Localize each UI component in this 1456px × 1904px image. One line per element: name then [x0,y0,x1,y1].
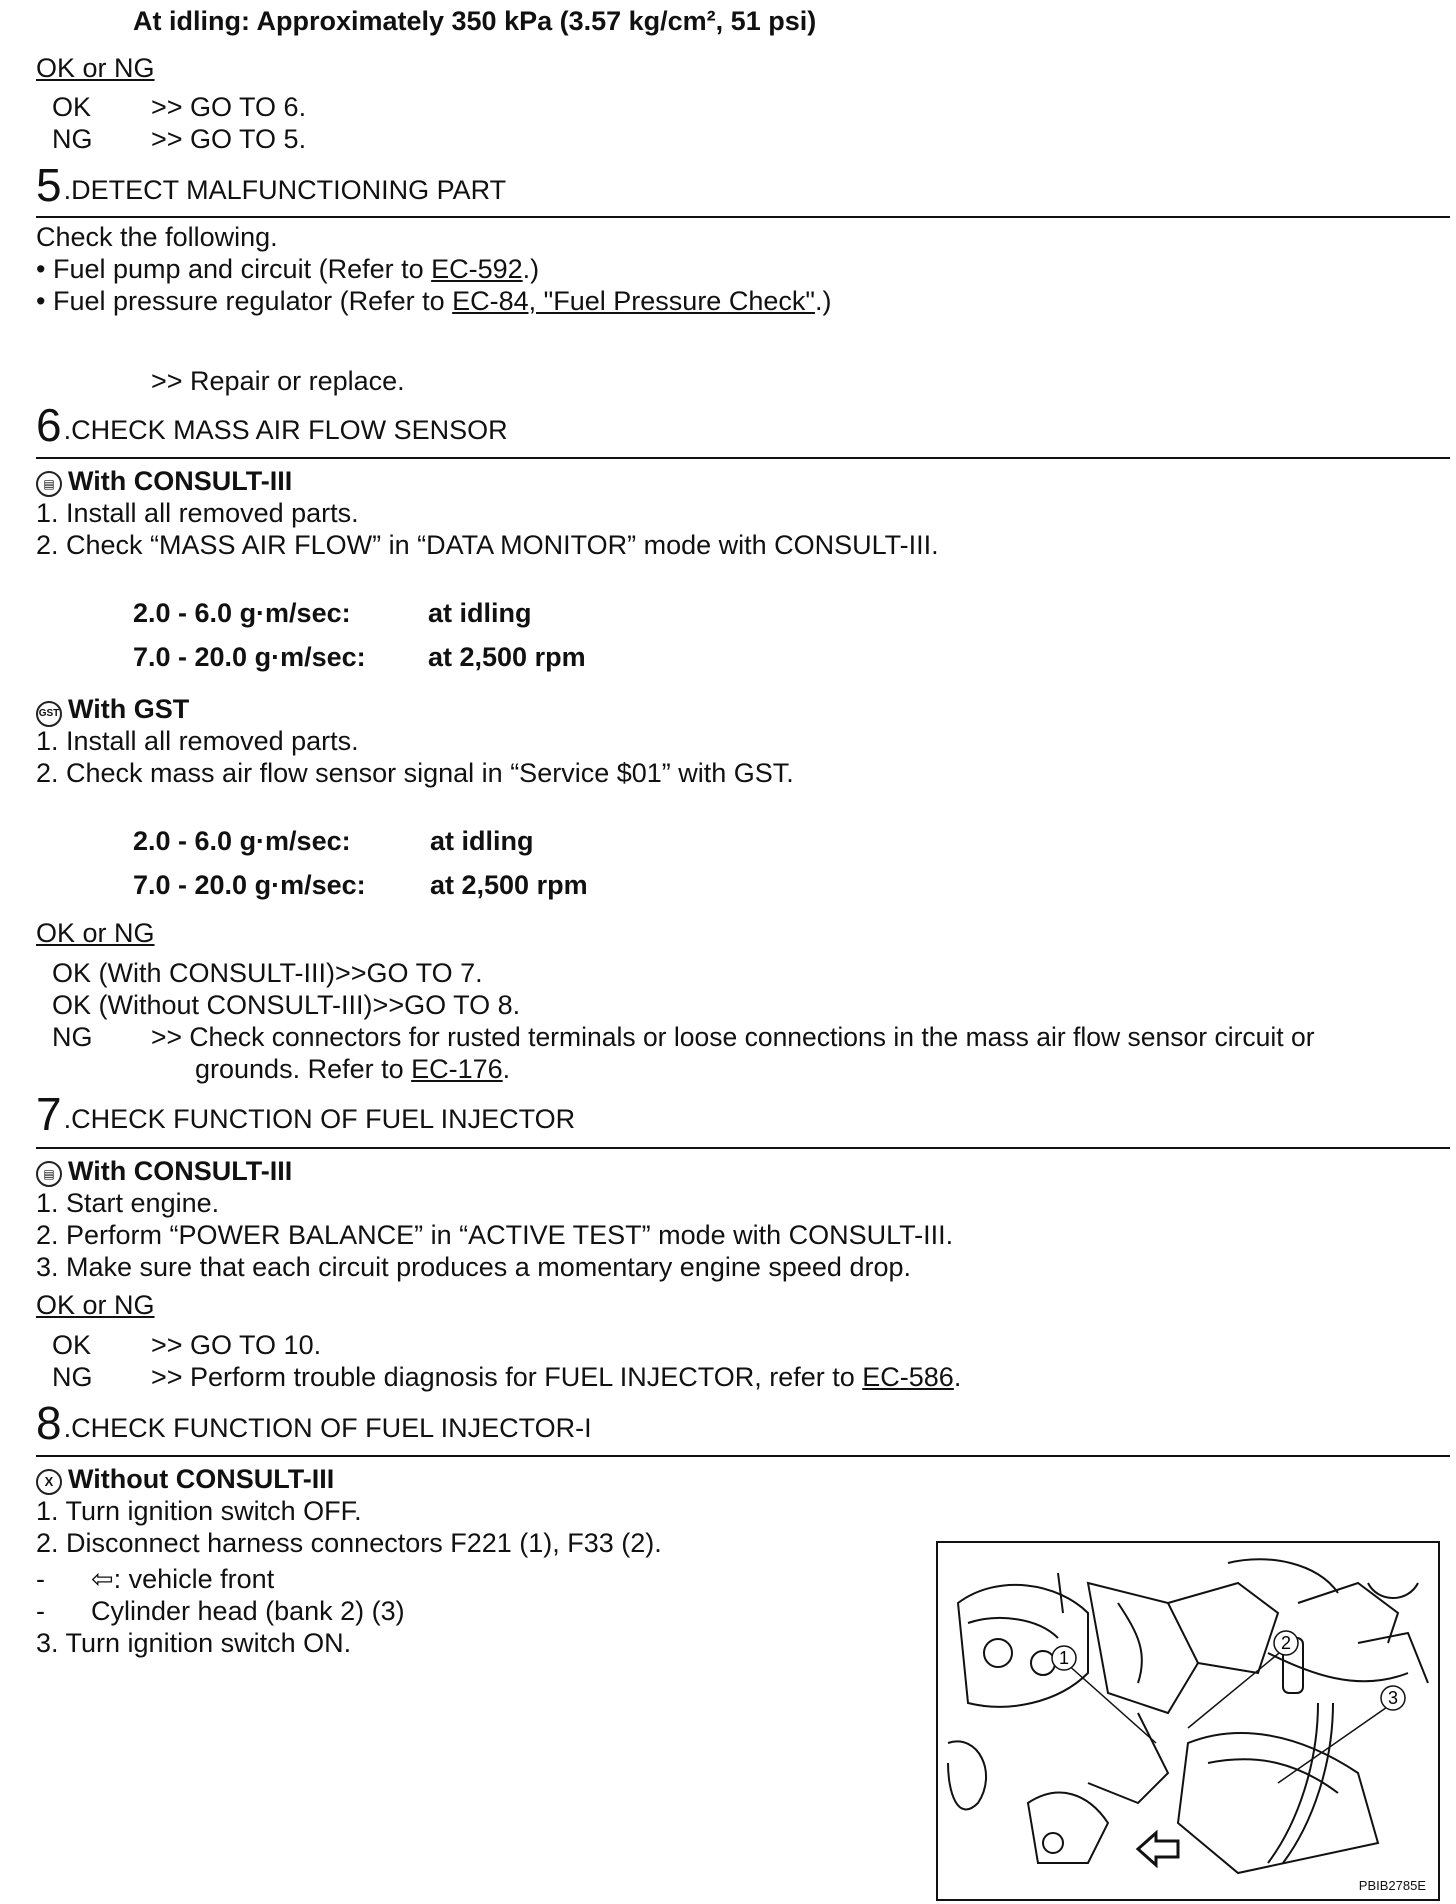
section-divider [36,1455,1450,1457]
ok-ng-heading: OK or NG [36,53,155,83]
step-number: 8 [36,1397,62,1449]
vehicle-front-arrow-icon: ⇦ [91,1564,114,1594]
step-8-step-3: 3. Turn ignition switch ON. [36,1628,352,1658]
step-7-heading [36,1088,576,1140]
step-5-bullet-2 [36,286,831,317]
without-consult-subheading [36,1464,334,1495]
gst-spec-idle-condition: at idling [430,826,534,856]
step-number: 5 [36,159,62,211]
ok-label: OK [52,92,92,122]
without-consult-icon: X [36,1469,62,1495]
section-divider [36,457,1450,459]
spec-idle-condition: at idling [428,598,532,628]
step-title: .CHECK FUNCTION OF FUEL INJECTOR-I [63,1413,592,1443]
ng-text: >> Perform trouble diagnosis for FUEL INJECTOR, refer to [151,1362,863,1392]
gst-spec-2500-value: 7.0 - 20.0 g·m/sec: [133,870,366,900]
step-number: 6 [36,399,62,451]
gst-subheading [36,694,189,727]
subheading-text: With CONSULT-III [68,1156,293,1186]
ng-text: grounds. Refer to [195,1054,412,1084]
callout-1-label: 1 [1058,1648,1070,1668]
step-5-intro: Check the following. [36,222,278,252]
step-6-consult-step-2: 2. Check “MASS AIR FLOW” in “DATA MONITOR” mode with CONSULT-III. [36,530,939,560]
step-7-step-1: 1. Start engine. [36,1188,220,1218]
gst-icon: GST [36,701,62,727]
dash-marker: - [36,1596,45,1626]
section-divider [36,1147,1450,1149]
engine-connector-figure [936,1541,1440,1901]
section-divider [36,216,1450,218]
step-number: 7 [36,1088,62,1140]
subheading-text: With GST [68,694,190,724]
step-8-step-2: 2. Disconnect harness connectors F221 (1), F33 (2). [36,1528,662,1558]
ng-tail: . [502,1054,511,1084]
vehicle-front-arrow-icon [1138,1833,1178,1865]
link-ec-592[interactable]: EC-592 [431,254,523,284]
step-7-step-2: 2. Perform “POWER BALANCE” in “ACTIVE TEST” mode with CONSULT-III. [36,1220,954,1250]
cylinder-head-note: Cylinder head (bank 2) (3) [91,1596,405,1626]
ng-action [151,1362,961,1393]
step-5-action: >> Repair or replace. [151,366,405,396]
spec-2500-value: 7.0 - 20.0 g·m/sec: [133,642,366,672]
consult-subheading [36,1156,292,1187]
ok-without-consult: OK (Without CONSULT-III)>>GO TO 8. [52,990,521,1020]
ng-action: >> GO TO 5. [151,124,307,154]
engine-illustration [938,1543,1438,1899]
bullet-text: • Fuel pressure regulator (Refer to [36,286,453,316]
step-6-consult-step-1: 1. Install all removed parts. [36,498,359,528]
subheading-text: With CONSULT-III [68,466,293,496]
ok-label: OK [52,1330,92,1360]
callout-2-label: 2 [1280,1633,1292,1653]
ng-label: NG [52,124,93,154]
ng-tail: . [953,1362,962,1392]
bullet-tail: .) [814,286,832,316]
note-text: : vehicle front [113,1564,275,1594]
step-6-heading [36,399,508,451]
gst-spec-idle-value: 2.0 - 6.0 g·m/sec: [133,826,351,856]
spec-idle-value: 2.0 - 6.0 g·m/sec: [133,598,351,628]
consult-icon: ▤ [36,1161,62,1187]
step-6-gst-step-1: 1. Install all removed parts. [36,726,359,756]
step-title: .CHECK FUNCTION OF FUEL INJECTOR [63,1104,576,1134]
step-7-step-3: 3. Make sure that each circuit produces a momentary engine speed drop. [36,1252,911,1282]
step-5-heading [36,159,507,211]
ng-label: NG [52,1022,93,1052]
figure-code: PBIB2785E [1358,1878,1426,1893]
subheading-text: Without CONSULT-III [68,1464,335,1494]
ok-with-consult: OK (With CONSULT-III)>>GO TO 7. [52,958,483,988]
step-5-bullet-1 [36,254,539,285]
ng-action: >> Check connectors for rusted terminals or loose connections in the mass air flow sensor circuit or [151,1022,1315,1052]
ng-action-cont [195,1054,510,1085]
vehicle-front-note [91,1564,274,1595]
consult-subheading [36,466,292,497]
step-8-heading [36,1397,592,1449]
step-title: .CHECK MASS AIR FLOW SENSOR [63,415,508,445]
link-ec-84[interactable]: EC-84, "Fuel Pressure Check" [452,286,815,316]
ok-ng-heading: OK or NG [36,1290,155,1320]
bullet-text: • Fuel pump and circuit (Refer to [36,254,432,284]
link-ec-586[interactable]: EC-586 [862,1362,954,1392]
ok-ng-heading: OK or NG [36,918,155,948]
bullet-tail: .) [522,254,540,284]
step-6-gst-step-2: 2. Check mass air flow sensor signal in “Service $01” with GST. [36,758,794,788]
ok-action: >> GO TO 6. [151,92,307,122]
spec-2500-condition: at 2,500 rpm [428,642,586,672]
step-8-step-1: 1. Turn ignition switch OFF. [36,1496,362,1526]
consult-icon: ▤ [36,471,62,497]
ok-action: >> GO TO 10. [151,1330,322,1360]
step-title: .DETECT MALFUNCTIONING PART [63,175,507,205]
link-ec-176[interactable]: EC-176 [411,1054,503,1084]
ng-label: NG [52,1362,93,1392]
callout-3-label: 3 [1387,1688,1399,1708]
gst-spec-2500-condition: at 2,500 rpm [430,870,588,900]
idle-pressure-spec: At idling: Approximately 350 kPa (3.57 kg/cm², 51 psi) [133,6,817,36]
dash-marker: - [36,1564,45,1594]
